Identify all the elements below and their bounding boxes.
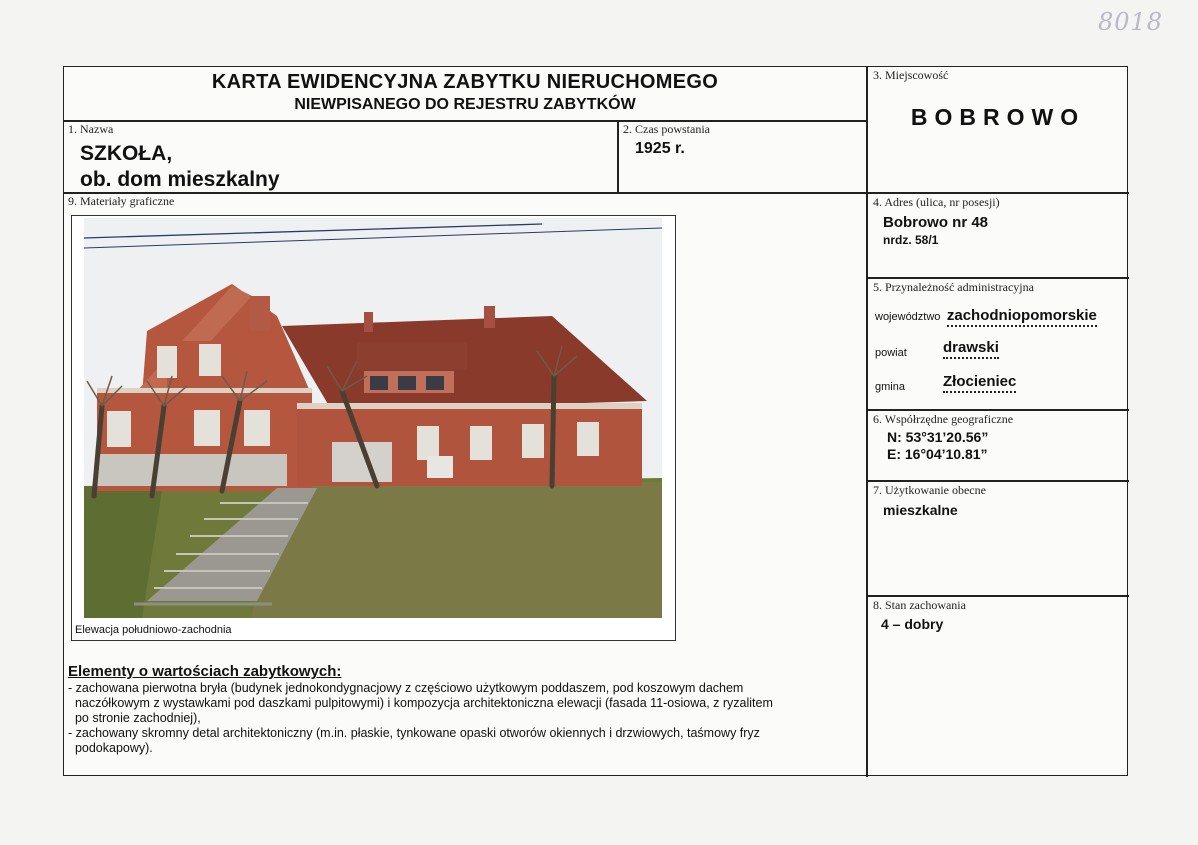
admin-cell [873, 280, 1123, 393]
date-value: 1925 r. [635, 140, 685, 157]
location-cell [873, 68, 1123, 131]
address-label: 4. Adres (ulica, nr posesji) [873, 195, 1000, 209]
graphics-label-cell [68, 194, 858, 209]
name-label: 1. Nazwa [68, 122, 114, 136]
coords-east: E: 16°04’10.81” [887, 446, 988, 462]
photo-frame [71, 215, 676, 641]
coords-cell [873, 412, 1123, 462]
coords-north: N: 53°31’20.56” [887, 429, 989, 445]
list-item: naczółkowym z wystawkami pod daszkami pulpitowymi) i kompozycja architektoniczna elewacji (fasada 11-osiowa, z ryzalitem [68, 696, 773, 710]
voivodeship-key: województwo [875, 311, 941, 323]
name-cell [68, 122, 608, 193]
building-photo [72, 216, 675, 640]
location-value: BOBROWO [910, 104, 1086, 130]
admin-label: 5. Przynależność administracyjna [873, 280, 1034, 294]
usage-value: mieszkalne [883, 502, 958, 518]
date-cell [623, 122, 863, 158]
commune-key: gmina [875, 381, 905, 393]
heritage-elements-title: Elementy o wartościach zabytkowych: [68, 663, 342, 680]
name-line2: ob. dom mieszkalny [80, 168, 280, 191]
list-item: - zachowana pierwotna bryła (budynek jednokondygnacjowy z częściowo użytkowym poddaszem, pod koszowym dachem [68, 681, 744, 695]
condition-label: 8. Stan zachowania [873, 598, 966, 612]
list-item: - zachowany skromny detal architektoniczny (m.in. płaskie, tynkowane opaski otworów okiennych i drzwiowych, taśmowy fryz [68, 726, 760, 740]
coords-divider [866, 480, 1129, 482]
photo-caption: Elewacja południowo-zachodnia [75, 624, 232, 636]
coords-label: 6. Współrzędne geograficzne [873, 412, 1014, 426]
address-line1: Bobrowo nr 48 [883, 214, 989, 231]
address-divider [866, 277, 1129, 279]
county-key: powiat [875, 347, 907, 359]
usage-cell [873, 483, 1123, 518]
condition-value: 4 – dobry [881, 616, 944, 632]
usage-divider [866, 595, 1129, 597]
admin-county-row [875, 339, 999, 361]
admin-commune-row [875, 373, 1017, 395]
name-date-divider [617, 120, 619, 193]
main-column-divider [866, 67, 868, 777]
list-item: podokapowy). [68, 741, 153, 755]
address-line2: nrdz. 58/1 [883, 233, 939, 247]
voivodeship-value: zachodniopomorskie [947, 307, 1097, 327]
address-cell [873, 195, 1123, 247]
handwritten-annotation: 8018 [1098, 8, 1164, 36]
admin-voivodeship-row [875, 307, 1097, 325]
usage-label: 7. Użytkowanie obecne [873, 483, 986, 497]
commune-value: Złocieniec [943, 373, 1016, 393]
admin-divider [866, 409, 1129, 411]
list-item: po stronie zachodniej), [68, 711, 201, 725]
record-card [63, 66, 1128, 776]
county-value: drawski [943, 339, 999, 359]
date-label: 2. Czas powstania [623, 122, 710, 136]
card-title: KARTA EWIDENCYJNA ZABYTKU NIERUCHOMEGO [211, 71, 719, 93]
name-line1: SZKOŁA, [80, 142, 173, 165]
location-label: 3. Miejscowość [873, 68, 949, 82]
card-subtitle: NIEWPISANEGO DO REJESTRU ZABYTKÓW [294, 96, 636, 113]
condition-cell [873, 598, 1123, 632]
heritage-elements-list [68, 681, 858, 756]
heritage-elements [68, 663, 858, 756]
card-header [64, 71, 866, 114]
graphics-label: 9. Materiały graficzne [68, 194, 175, 208]
